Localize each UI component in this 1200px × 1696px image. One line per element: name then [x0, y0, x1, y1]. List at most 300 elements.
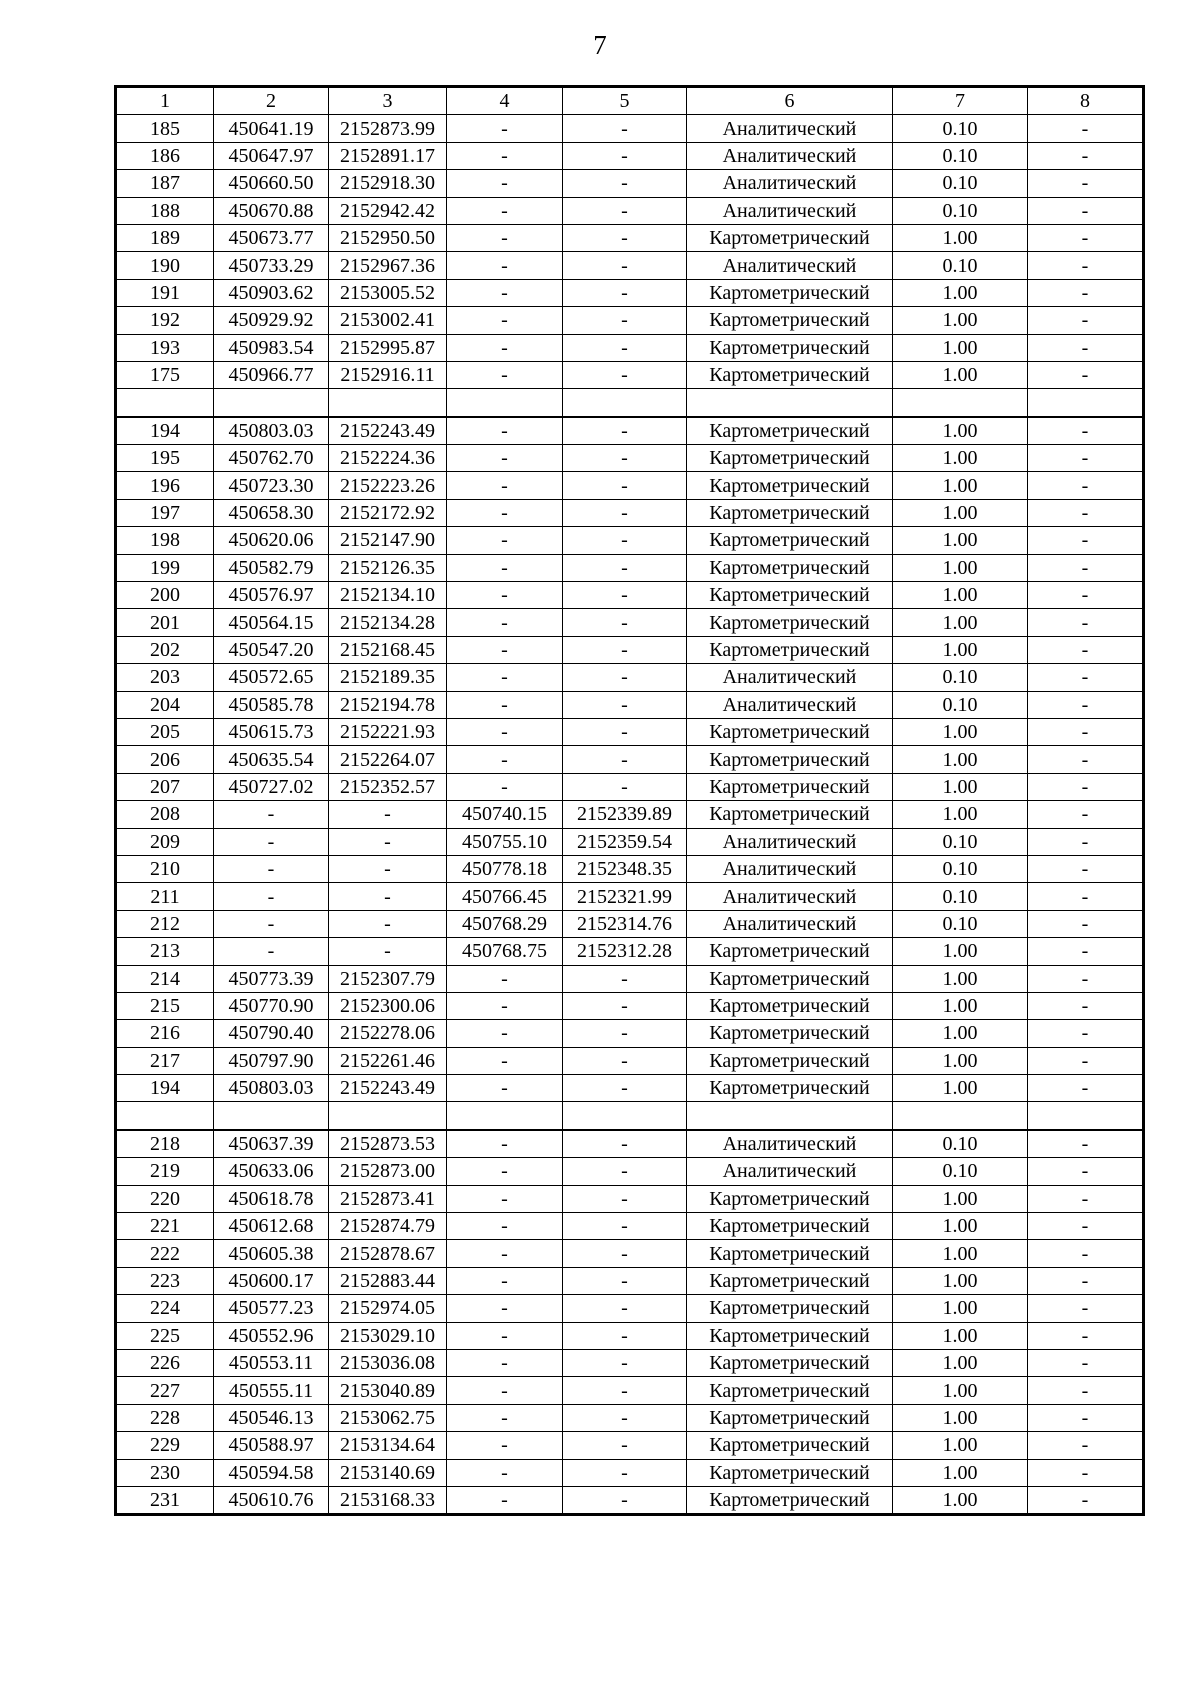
point-number-cell: 216 [116, 1020, 214, 1047]
method-cell: Картометрический [687, 499, 893, 526]
y-coordinate-alt-cell: - [563, 554, 687, 581]
x-coordinate-alt-cell: - [447, 170, 563, 197]
y-coordinate-alt-cell: - [563, 773, 687, 800]
accuracy-cell: 1.00 [893, 1213, 1028, 1240]
point-number-cell: 204 [116, 691, 214, 718]
x-coordinate-alt-cell: - [447, 965, 563, 992]
y-coordinate-alt-cell: - [563, 1486, 687, 1514]
y-coordinate-alt-cell: - [563, 1459, 687, 1486]
header-cell-1: 1 [116, 87, 214, 115]
x-coordinate-alt-cell: - [447, 197, 563, 224]
table-row [116, 801, 1144, 828]
x-coordinate-alt-cell: - [447, 773, 563, 800]
note-cell: - [1028, 1432, 1144, 1459]
x-coordinate-cell: 450733.29 [214, 252, 329, 279]
method-cell: Картометрический [687, 609, 893, 636]
accuracy-cell: 1.00 [893, 279, 1028, 306]
x-coordinate-alt-cell [447, 1102, 563, 1130]
y-coordinate-cell: 2152918.30 [329, 170, 447, 197]
method-cell: Аналитический [687, 142, 893, 169]
y-coordinate-cell: - [329, 855, 447, 882]
x-coordinate-alt-cell: - [447, 1404, 563, 1431]
x-coordinate-cell: 450773.39 [214, 965, 329, 992]
accuracy-cell: 1.00 [893, 1295, 1028, 1322]
method-cell: Картометрический [687, 965, 893, 992]
accuracy-cell: 0.10 [893, 828, 1028, 855]
method-cell: Картометрический [687, 1349, 893, 1376]
coordinates-table [114, 85, 1145, 1516]
table-row [116, 142, 1144, 169]
method-cell: Картометрический [687, 1185, 893, 1212]
point-number-cell: 230 [116, 1459, 214, 1486]
note-cell: - [1028, 1349, 1144, 1376]
accuracy-cell: 1.00 [893, 1349, 1028, 1376]
note-cell: - [1028, 361, 1144, 388]
separator-row [116, 389, 1144, 417]
table-row [116, 1213, 1144, 1240]
y-coordinate-cell: 2152307.79 [329, 965, 447, 992]
y-coordinate-cell: - [329, 801, 447, 828]
point-number-cell: 189 [116, 224, 214, 251]
y-coordinate-cell: 2152873.53 [329, 1130, 447, 1158]
y-coordinate-alt-cell: - [563, 361, 687, 388]
method-cell: Картометрический [687, 527, 893, 554]
y-coordinate-alt-cell: - [563, 1020, 687, 1047]
note-cell: - [1028, 773, 1144, 800]
point-number-cell: 188 [116, 197, 214, 224]
x-coordinate-cell: - [214, 910, 329, 937]
note-cell: - [1028, 965, 1144, 992]
y-coordinate-alt-cell: - [563, 965, 687, 992]
table-row [116, 115, 1144, 142]
method-cell: Картометрический [687, 992, 893, 1019]
y-coordinate-cell: 2152995.87 [329, 334, 447, 361]
y-coordinate-alt-cell: - [563, 582, 687, 609]
point-number-cell: 193 [116, 334, 214, 361]
accuracy-cell: 0.10 [893, 197, 1028, 224]
x-coordinate-alt-cell: - [447, 307, 563, 334]
point-number-cell: 214 [116, 965, 214, 992]
point-number-cell: 185 [116, 115, 214, 142]
note-cell: - [1028, 1322, 1144, 1349]
point-number-cell: 218 [116, 1130, 214, 1158]
note-cell: - [1028, 828, 1144, 855]
y-coordinate-alt-cell: - [563, 142, 687, 169]
table-row [116, 609, 1144, 636]
y-coordinate-alt-cell: - [563, 1130, 687, 1158]
accuracy-cell: 1.00 [893, 746, 1028, 773]
y-coordinate-cell: 2152126.35 [329, 554, 447, 581]
y-coordinate-alt-cell: - [563, 1185, 687, 1212]
accuracy-cell: 1.00 [893, 472, 1028, 499]
accuracy-cell: 0.10 [893, 115, 1028, 142]
x-coordinate-cell: 450803.03 [214, 1075, 329, 1102]
x-coordinate-alt-cell: - [447, 1322, 563, 1349]
x-coordinate-cell: - [214, 883, 329, 910]
table-row [116, 582, 1144, 609]
x-coordinate-cell: 450546.13 [214, 1404, 329, 1431]
table-row [116, 1322, 1144, 1349]
point-number-cell: 226 [116, 1349, 214, 1376]
method-cell: Аналитический [687, 828, 893, 855]
table-row [116, 252, 1144, 279]
point-number-cell: 221 [116, 1213, 214, 1240]
table-row [116, 773, 1144, 800]
accuracy-cell: 1.00 [893, 334, 1028, 361]
point-number-cell: 202 [116, 636, 214, 663]
note-cell: - [1028, 883, 1144, 910]
x-coordinate-cell: 450770.90 [214, 992, 329, 1019]
note-cell: - [1028, 224, 1144, 251]
y-coordinate-cell: 2153029.10 [329, 1322, 447, 1349]
y-coordinate-cell [329, 389, 447, 417]
x-coordinate-cell: 450572.65 [214, 664, 329, 691]
method-cell: Картометрический [687, 773, 893, 800]
header-cell-5: 5 [563, 87, 687, 115]
point-number-cell: 210 [116, 855, 214, 882]
y-coordinate-alt-cell: - [563, 499, 687, 526]
y-coordinate-cell: 2152883.44 [329, 1267, 447, 1294]
accuracy-cell: 1.00 [893, 636, 1028, 663]
y-coordinate-cell: 2153134.64 [329, 1432, 447, 1459]
y-coordinate-alt-cell: - [563, 1213, 687, 1240]
method-cell: Картометрический [687, 1459, 893, 1486]
accuracy-cell: 1.00 [893, 718, 1028, 745]
x-coordinate-cell [214, 389, 329, 417]
y-coordinate-alt-cell: - [563, 691, 687, 718]
table-row [116, 1020, 1144, 1047]
point-number-cell: 206 [116, 746, 214, 773]
accuracy-cell: 1.00 [893, 1432, 1028, 1459]
y-coordinate-cell: 2152243.49 [329, 1075, 447, 1102]
method-cell: Аналитический [687, 252, 893, 279]
method-cell: Картометрический [687, 1377, 893, 1404]
note-cell: - [1028, 142, 1144, 169]
x-coordinate-alt-cell: - [447, 1432, 563, 1459]
y-coordinate-cell: - [329, 938, 447, 965]
note-cell: - [1028, 1459, 1144, 1486]
x-coordinate-cell: 450615.73 [214, 718, 329, 745]
table-row [116, 883, 1144, 910]
y-coordinate-alt-cell: - [563, 197, 687, 224]
x-coordinate-alt-cell: - [447, 1185, 563, 1212]
accuracy-cell: 1.00 [893, 582, 1028, 609]
point-number-cell: 192 [116, 307, 214, 334]
note-cell: - [1028, 1295, 1144, 1322]
accuracy-cell: 1.00 [893, 1075, 1028, 1102]
method-cell: Картометрический [687, 1267, 893, 1294]
x-coordinate-cell: 450610.76 [214, 1486, 329, 1514]
x-coordinate-cell: 450600.17 [214, 1267, 329, 1294]
note-cell [1028, 1102, 1144, 1130]
point-number-cell: 186 [116, 142, 214, 169]
accuracy-cell: 0.10 [893, 910, 1028, 937]
x-coordinate-cell: 450594.58 [214, 1459, 329, 1486]
table-row [116, 361, 1144, 388]
accuracy-cell: 0.10 [893, 1158, 1028, 1185]
method-cell: Картометрический [687, 554, 893, 581]
table-row [116, 1185, 1144, 1212]
x-coordinate-alt-cell: 450768.29 [447, 910, 563, 937]
table-row [116, 170, 1144, 197]
y-coordinate-cell: 2152243.49 [329, 417, 447, 445]
y-coordinate-cell: - [329, 910, 447, 937]
accuracy-cell: 0.10 [893, 883, 1028, 910]
point-number-cell: 199 [116, 554, 214, 581]
x-coordinate-cell: 450658.30 [214, 499, 329, 526]
x-coordinate-alt-cell: - [447, 691, 563, 718]
point-number-cell: 209 [116, 828, 214, 855]
separator-row [116, 1102, 1144, 1130]
method-cell: Картометрический [687, 1404, 893, 1431]
table-row [116, 1377, 1144, 1404]
accuracy-cell: 0.10 [893, 855, 1028, 882]
point-number-cell: 227 [116, 1377, 214, 1404]
table-row [116, 1075, 1144, 1102]
table-row [116, 334, 1144, 361]
point-number-cell [116, 1102, 214, 1130]
point-number-cell: 231 [116, 1486, 214, 1514]
y-coordinate-cell [329, 1102, 447, 1130]
point-number-cell: 220 [116, 1185, 214, 1212]
table-row [116, 1432, 1144, 1459]
accuracy-cell: 0.10 [893, 1130, 1028, 1158]
header-cell-8: 8 [1028, 87, 1144, 115]
point-number-cell: 197 [116, 499, 214, 526]
x-coordinate-cell: 450635.54 [214, 746, 329, 773]
point-number-cell: 175 [116, 361, 214, 388]
note-cell: - [1028, 582, 1144, 609]
method-cell: Картометрический [687, 279, 893, 306]
note-cell: - [1028, 1213, 1144, 1240]
y-coordinate-cell: 2152147.90 [329, 527, 447, 554]
table-row [116, 279, 1144, 306]
y-coordinate-alt-cell: - [563, 527, 687, 554]
y-coordinate-cell: 2152916.11 [329, 361, 447, 388]
point-number-cell [116, 389, 214, 417]
accuracy-cell: 0.10 [893, 170, 1028, 197]
note-cell: - [1028, 527, 1144, 554]
x-coordinate-cell: - [214, 855, 329, 882]
y-coordinate-alt-cell: - [563, 1322, 687, 1349]
x-coordinate-alt-cell: - [447, 142, 563, 169]
x-coordinate-alt-cell: 450768.75 [447, 938, 563, 965]
x-coordinate-cell: 450673.77 [214, 224, 329, 251]
table-row [116, 1130, 1144, 1158]
note-cell: - [1028, 636, 1144, 663]
y-coordinate-alt-cell: 2152359.54 [563, 828, 687, 855]
point-number-cell: 196 [116, 472, 214, 499]
x-coordinate-cell: 450585.78 [214, 691, 329, 718]
table-row [116, 1295, 1144, 1322]
accuracy-cell: 1.00 [893, 499, 1028, 526]
point-number-cell: 217 [116, 1047, 214, 1074]
point-number-cell: 228 [116, 1404, 214, 1431]
x-coordinate-cell: 450582.79 [214, 554, 329, 581]
y-coordinate-alt-cell: - [563, 279, 687, 306]
accuracy-cell: 1.00 [893, 1404, 1028, 1431]
x-coordinate-cell: 450660.50 [214, 170, 329, 197]
method-cell: Картометрический [687, 334, 893, 361]
method-cell: Картометрический [687, 1322, 893, 1349]
y-coordinate-cell: 2152223.26 [329, 472, 447, 499]
point-number-cell: 212 [116, 910, 214, 937]
y-coordinate-alt-cell: - [563, 1158, 687, 1185]
table-row [116, 938, 1144, 965]
method-cell: Аналитический [687, 691, 893, 718]
table-row [116, 746, 1144, 773]
header-cell-6: 6 [687, 87, 893, 115]
note-cell: - [1028, 1185, 1144, 1212]
y-coordinate-alt-cell: - [563, 170, 687, 197]
x-coordinate-alt-cell: - [447, 1075, 563, 1102]
y-coordinate-cell: 2153168.33 [329, 1486, 447, 1514]
accuracy-cell [893, 389, 1028, 417]
y-coordinate-alt-cell: - [563, 636, 687, 663]
note-cell: - [1028, 417, 1144, 445]
x-coordinate-cell: 450762.70 [214, 445, 329, 472]
x-coordinate-cell: - [214, 938, 329, 965]
table-row [116, 1486, 1144, 1514]
point-number-cell: 229 [116, 1432, 214, 1459]
point-number-cell: 215 [116, 992, 214, 1019]
x-coordinate-alt-cell: - [447, 1213, 563, 1240]
y-coordinate-alt-cell: - [563, 252, 687, 279]
note-cell [1028, 389, 1144, 417]
table-row [116, 965, 1144, 992]
y-coordinate-alt-cell [563, 1102, 687, 1130]
x-coordinate-cell: - [214, 801, 329, 828]
accuracy-cell: 1.00 [893, 801, 1028, 828]
x-coordinate-cell: 450553.11 [214, 1349, 329, 1376]
x-coordinate-cell: 450612.68 [214, 1213, 329, 1240]
y-coordinate-cell: 2152134.10 [329, 582, 447, 609]
table-row [116, 1158, 1144, 1185]
method-cell: Аналитический [687, 883, 893, 910]
method-cell: Картометрический [687, 445, 893, 472]
x-coordinate-alt-cell: - [447, 472, 563, 499]
method-cell: Картометрический [687, 1075, 893, 1102]
x-coordinate-alt-cell: - [447, 224, 563, 251]
method-cell: Картометрический [687, 746, 893, 773]
y-coordinate-alt-cell: - [563, 307, 687, 334]
note-cell: - [1028, 499, 1144, 526]
y-coordinate-cell: 2152224.36 [329, 445, 447, 472]
x-coordinate-cell: 450647.97 [214, 142, 329, 169]
x-coordinate-alt-cell: 450755.10 [447, 828, 563, 855]
method-cell: Аналитический [687, 664, 893, 691]
accuracy-cell: 1.00 [893, 445, 1028, 472]
point-number-cell: 195 [116, 445, 214, 472]
point-number-cell: 219 [116, 1158, 214, 1185]
y-coordinate-cell: 2152873.99 [329, 115, 447, 142]
x-coordinate-alt-cell: - [447, 992, 563, 1019]
note-cell: - [1028, 1377, 1144, 1404]
y-coordinate-alt-cell: - [563, 224, 687, 251]
x-coordinate-cell: 450555.11 [214, 1377, 329, 1404]
y-coordinate-alt-cell: 2152321.99 [563, 883, 687, 910]
table-row [116, 1047, 1144, 1074]
y-coordinate-alt-cell: - [563, 664, 687, 691]
accuracy-cell: 1.00 [893, 965, 1028, 992]
table-row [116, 1349, 1144, 1376]
x-coordinate-alt-cell: - [447, 1295, 563, 1322]
point-number-cell: 222 [116, 1240, 214, 1267]
x-coordinate-alt-cell: 450740.15 [447, 801, 563, 828]
x-coordinate-alt-cell: - [447, 445, 563, 472]
note-cell: - [1028, 664, 1144, 691]
x-coordinate-alt-cell: - [447, 582, 563, 609]
note-cell: - [1028, 1486, 1144, 1514]
point-number-cell: 213 [116, 938, 214, 965]
x-coordinate-alt-cell: - [447, 252, 563, 279]
note-cell: - [1028, 1267, 1144, 1294]
y-coordinate-cell: 2153002.41 [329, 307, 447, 334]
y-coordinate-alt-cell: 2152314.76 [563, 910, 687, 937]
table-row [116, 828, 1144, 855]
table-row [116, 197, 1144, 224]
point-number-cell: 201 [116, 609, 214, 636]
point-number-cell: 223 [116, 1267, 214, 1294]
x-coordinate-cell: 450576.97 [214, 582, 329, 609]
y-coordinate-cell: 2152194.78 [329, 691, 447, 718]
table-row [116, 554, 1144, 581]
y-coordinate-cell: - [329, 828, 447, 855]
accuracy-cell: 1.00 [893, 417, 1028, 445]
x-coordinate-cell: 450605.38 [214, 1240, 329, 1267]
y-coordinate-cell: 2152261.46 [329, 1047, 447, 1074]
note-cell: - [1028, 938, 1144, 965]
point-number-cell: 203 [116, 664, 214, 691]
note-cell: - [1028, 197, 1144, 224]
method-cell: Картометрический [687, 361, 893, 388]
note-cell: - [1028, 910, 1144, 937]
y-coordinate-cell: 2152189.35 [329, 664, 447, 691]
table-row [116, 472, 1144, 499]
x-coordinate-alt-cell: - [447, 1459, 563, 1486]
method-cell: Аналитический [687, 197, 893, 224]
y-coordinate-alt-cell: - [563, 1047, 687, 1074]
y-coordinate-alt-cell: - [563, 445, 687, 472]
y-coordinate-alt-cell: - [563, 472, 687, 499]
table-row [116, 527, 1144, 554]
note-cell: - [1028, 334, 1144, 361]
method-cell: Картометрический [687, 1486, 893, 1514]
x-coordinate-alt-cell: 450778.18 [447, 855, 563, 882]
y-coordinate-cell: 2152278.06 [329, 1020, 447, 1047]
x-coordinate-alt-cell: 450766.45 [447, 883, 563, 910]
method-cell: Аналитический [687, 910, 893, 937]
note-cell: - [1028, 472, 1144, 499]
note-cell: - [1028, 1404, 1144, 1431]
header-cell-3: 3 [329, 87, 447, 115]
y-coordinate-alt-cell: - [563, 746, 687, 773]
x-coordinate-cell: 450641.19 [214, 115, 329, 142]
point-number-cell: 207 [116, 773, 214, 800]
y-coordinate-alt-cell: - [563, 334, 687, 361]
x-coordinate-cell: 450633.06 [214, 1158, 329, 1185]
x-coordinate-alt-cell: - [447, 554, 563, 581]
y-coordinate-cell: 2152873.00 [329, 1158, 447, 1185]
table-row [116, 224, 1144, 251]
x-coordinate-cell: 450637.39 [214, 1130, 329, 1158]
x-coordinate-alt-cell: - [447, 527, 563, 554]
table-body [116, 115, 1144, 1515]
x-coordinate-alt-cell: - [447, 1047, 563, 1074]
x-coordinate-cell: 450803.03 [214, 417, 329, 445]
y-coordinate-cell: 2153005.52 [329, 279, 447, 306]
accuracy-cell: 1.00 [893, 1377, 1028, 1404]
